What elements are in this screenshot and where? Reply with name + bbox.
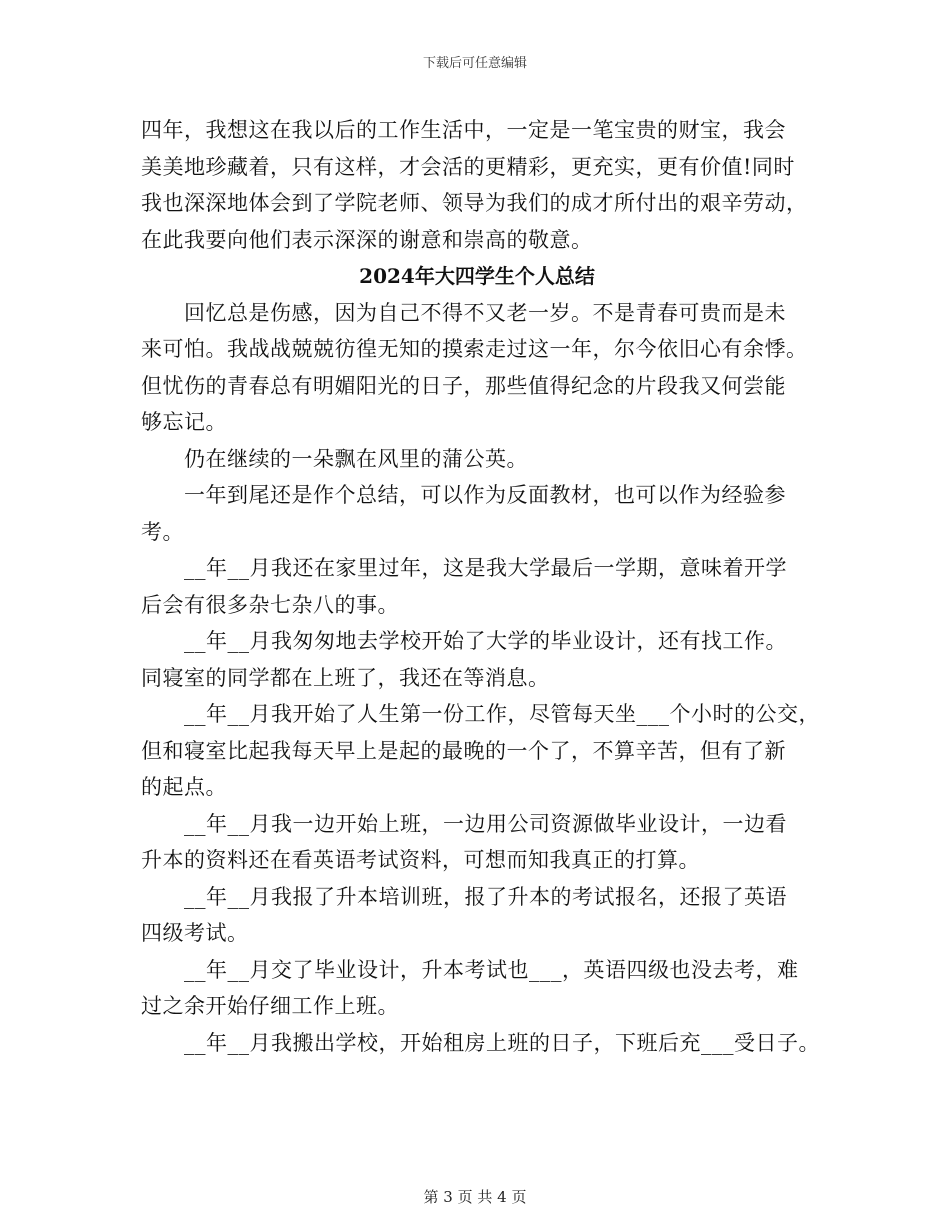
text-line: __年__月我开始了人生第一份工作，尽管每天坐___个小时的公交， (184, 702, 820, 726)
text-line: 但和寝室比起我每天早上是起的最晚的一个了，不算辛苦，但有了新 (141, 738, 786, 763)
paragraph (141, 623, 813, 696)
text-line: 来可怕。我战战兢兢彷徨无知的摸索走过这一年，尔今依旧心有余悸。 (141, 337, 808, 361)
text-line: __年__月我搬出学校，开始租房上班的日子，下班后充___受日子。 (184, 1030, 820, 1055)
paragraph (141, 879, 813, 952)
text-line: 回忆总是伤感，因为自己不得不又老一岁。不是青春可贵而是未 (184, 300, 786, 325)
text-line: __年__月我报了升本培训班，报了升本的考试报名，还报了英语 (184, 884, 787, 909)
paragraph (141, 477, 813, 550)
paragraph (141, 952, 813, 1025)
text-line: 的起点。 (141, 775, 227, 799)
text-line: 一年到尾还是作个总结，可以作为反面教材，也可以作为经验参 (184, 483, 786, 507)
paragraph (141, 295, 813, 441)
text-line: 够忘记。 (141, 410, 227, 434)
paragraph (141, 806, 813, 879)
text-line: 但忧伤的青春总有明媚阳光的日子，那些值得纪念的片段我又何尝能 (141, 373, 786, 398)
intro-paragraph (141, 112, 813, 258)
text-line: __年__月我一边开始上班，一边用公司资源做毕业设计，一边看 (184, 811, 787, 836)
text-line: 仍在继续的一朵飘在风里的蒲公英。 (184, 446, 528, 471)
paragraph (141, 441, 813, 478)
paragraph (141, 1025, 820, 1062)
page-header: 下载后可任意编辑 (422, 56, 527, 71)
text-line: __年__月我还在家里过年，这是我大学最后一学期，意味着开学 (184, 556, 787, 580)
document-body (141, 112, 820, 1061)
text-line: 过之余开始仔细工作上班。 (141, 994, 399, 1018)
text-line: __年__月我匆匆地去学校开始了大学的毕业设计，还有找工作。 (184, 629, 787, 653)
text-line: 四年，我想这在我以后的工作生活中，一定是一笔宝贵的财宝，我会 (141, 118, 786, 142)
text-line: 在此我要向他们表示深深的谢意和崇高的敬意。 (141, 227, 593, 252)
text-line: 四级考试。 (141, 921, 249, 945)
section-title: 2024年大四学生个人总结 (359, 264, 595, 288)
page-footer: 第 3 页 共 4 页 (423, 1188, 527, 1206)
text-line: 考。 (141, 519, 184, 544)
text-line: __年__月交了毕业设计，升本考试也___，英语四级也没去考，难 (184, 957, 799, 982)
text-line: 美美地珍藏着，只有这样，才会活的更精彩，更充实，更有价值!同时 (141, 154, 795, 179)
paragraph (141, 696, 820, 806)
paragraph (141, 550, 813, 623)
text-line: 后会有很多杂七杂八的事。 (141, 592, 399, 617)
text-line: 我也深深地体会到了学院老师、领导为我们的成才所付出的艰辛劳动， (141, 191, 808, 215)
text-line: 升本的资料还在看英语考试资料，可想而知我真正的打算。 (141, 848, 700, 872)
text-line: 同寝室的同学都在上班了，我还在等消息。 (141, 665, 550, 690)
